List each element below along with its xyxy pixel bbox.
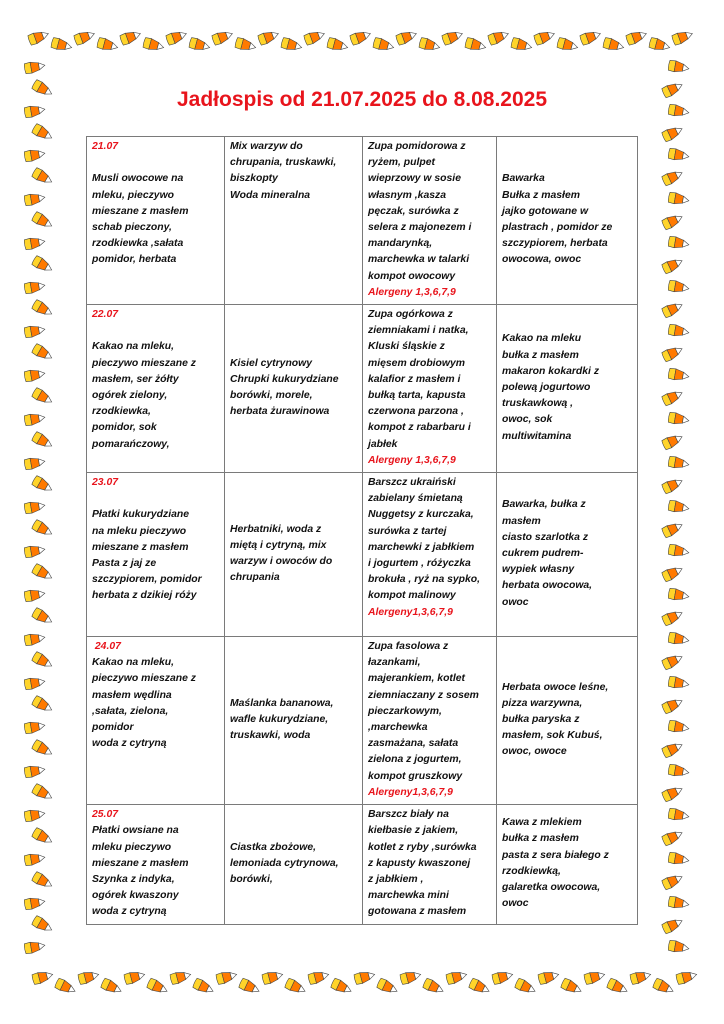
candy-corn-icon [440, 27, 465, 48]
allergens-text: Alergeny1,3,6,7,9 [368, 786, 453, 798]
candy-corn-icon [169, 967, 194, 986]
breakfast-text: Płatki kukurydziane na mleku pieczywo mieszane z masłem Pasta z jaj ze szczypiorem, pomidor herbata z dzikiej róży [92, 509, 202, 602]
candy-corn-icon [307, 967, 332, 986]
dinner-cell [363, 473, 497, 637]
candy-corn-icon [667, 762, 691, 780]
page-title: Jadłospis od 21.07.2025 do 8.08.2025 [176, 88, 548, 111]
candy-corn-icon [667, 894, 691, 912]
candy-corn-icon [660, 870, 686, 892]
candy-corn-icon [23, 410, 47, 428]
tea-text: Bawarka, bułka z masłem ciasto szarlotka z cukrem pudrem- wypiek własny herbata owocowa, owoc [502, 499, 593, 608]
candy-corn-icon [23, 498, 47, 516]
breakfast-cell [87, 137, 225, 305]
candy-corn-icon [667, 806, 691, 824]
allergens-text: Alergeny 1,3,6,7,9 [368, 454, 456, 466]
candy-corn-icon [660, 122, 686, 144]
candy-corn-icon [675, 967, 700, 986]
breakfast-text: Płatki owsiane na mleku pieczywo mieszane z masłem Szynka z indyka, ogórek kwaszony woda z cytryną [92, 825, 189, 918]
candy-corn-icon [30, 121, 56, 144]
candy-corn-icon [23, 806, 47, 824]
candy-corn-icon [491, 967, 516, 986]
candy-corn-icon [445, 967, 470, 986]
candy-corn-icon [23, 190, 47, 208]
candy-corn-icon [602, 35, 627, 54]
dinner-cell [363, 305, 497, 473]
candy-corn-icon [237, 976, 263, 998]
candy-corn-icon [261, 967, 286, 986]
candy-corn-icon [23, 586, 47, 604]
tea-text: Kakao na mleku bułka z masłem makaron kokardki z polewą jogurtowo truskawkową , owoc, sok multiwitamina [502, 333, 600, 442]
candy-corn-icon [145, 976, 171, 998]
candy-corn-icon [667, 586, 691, 604]
candy-corn-icon [348, 27, 373, 48]
snack-cell [225, 637, 363, 805]
candy-corn-icon [30, 253, 56, 276]
candy-corn-icon [467, 976, 493, 998]
candy-corn-icon [399, 967, 424, 986]
candy-corn-icon [280, 35, 305, 54]
candy-corn-icon [302, 27, 327, 48]
candy-corn-icon [30, 517, 56, 540]
candy-corn-icon [164, 27, 189, 48]
candy-corn-icon [30, 913, 56, 936]
candy-corn-icon [96, 35, 121, 54]
candy-corn-icon [667, 674, 691, 692]
breakfast-text: Kakao na mleku, pieczywo mieszane z masłem wędlina ,sałata, zielona, pomidor woda z cytryną [92, 657, 196, 750]
candy-corn-icon [326, 35, 351, 54]
candy-corn-icon [188, 35, 213, 54]
candy-corn-icon [667, 630, 691, 648]
candy-corn-icon [53, 976, 79, 998]
candy-corn-icon [372, 35, 397, 54]
candy-corn-icon [329, 976, 355, 998]
candy-corn-icon [99, 976, 125, 998]
candy-corn-icon [605, 976, 631, 998]
candy-corn-icon [72, 27, 97, 48]
candy-corn-icon [123, 967, 148, 986]
candy-corn-icon [660, 210, 686, 232]
candy-corn-icon [30, 737, 56, 760]
candy-corn-icon [210, 27, 235, 48]
snack-cell [225, 473, 363, 637]
candy-corn-icon [26, 27, 51, 48]
candy-corn-icon [667, 454, 691, 472]
day-date: 22.07 [92, 309, 119, 321]
candy-corn-icon [667, 190, 691, 208]
candy-corn-icon [283, 976, 309, 998]
dinner-text: Barszcz biały na kiełbasie z jakiem, kotlet z ryby ,surówka z kapusty kwaszonej z jabłkiem , marchewka mini gotowana z masłem [368, 809, 477, 918]
candy-corn-icon [50, 35, 75, 54]
candy-corn-icon [23, 234, 47, 252]
snack-text: Ciastka zbożowe, lemoniada cytrynowa, borówki, [230, 841, 339, 885]
candy-corn-icon [418, 35, 443, 54]
snack-text: Herbatniki, woda z miętą i cytryną, mix warzyw i owoców do chrupania [230, 523, 333, 584]
candy-corn-icon [660, 650, 686, 672]
candy-corn-icon [77, 967, 102, 986]
candy-corn-icon [667, 58, 691, 76]
breakfast-cell [87, 305, 225, 473]
candy-corn-icon [670, 27, 695, 48]
breakfast-cell [87, 637, 225, 805]
table-row [87, 305, 638, 473]
candy-corn-icon [30, 429, 56, 452]
allergens-text: Alergeny 1,3,6,7,9 [368, 286, 456, 298]
candy-corn-icon [660, 474, 686, 496]
candy-corn-icon [578, 27, 603, 48]
candy-corn-icon [667, 410, 691, 428]
breakfast-cell [87, 805, 225, 924]
candy-corn-icon [556, 35, 581, 54]
day-date: 21.07 [92, 141, 119, 152]
allergens-text: Alergeny1,3,6,7,9 [368, 606, 453, 618]
candy-corn-icon [583, 967, 608, 986]
candy-corn-icon [667, 234, 691, 252]
table-row [87, 805, 638, 924]
candy-corn-icon [353, 967, 378, 986]
candy-corn-icon [660, 430, 686, 452]
candy-corn-icon [30, 693, 56, 716]
candy-corn-icon [629, 967, 654, 986]
candy-corn-icon [30, 649, 56, 672]
candy-corn-icon [23, 542, 47, 560]
breakfast-text: Musli owocowe na mleku, pieczywo mieszane z masłem schab pieczony, rzodkiewka ,sałata pomidor, herbata [92, 173, 189, 266]
candy-corn-icon [31, 967, 56, 986]
candy-corn-icon [667, 322, 691, 340]
candy-corn-icon [648, 35, 673, 54]
tea-text: Herbata owoce leśne, pizza warzywna, bułka paryska z masłem, sok Kubuś, owoc, owoce [502, 681, 609, 758]
candy-corn-icon [30, 825, 56, 848]
snack-cell [225, 305, 363, 473]
candy-corn-icon [23, 762, 47, 780]
candy-corn-icon [559, 976, 585, 998]
candy-corn-icon [375, 976, 401, 998]
candy-corn-icon [421, 976, 447, 998]
candy-corn-icon [660, 782, 686, 804]
candy-corn-icon [660, 386, 686, 408]
candy-corn-icon [215, 967, 240, 986]
snack-text: Kisiel cytrynowy Chrupki kukurydziane borówki, morele, herbata żurawinowa [230, 357, 339, 418]
tea-cell [497, 473, 638, 637]
candy-corn-icon [660, 606, 686, 628]
candy-corn-icon [513, 976, 539, 998]
candy-corn-icon [660, 738, 686, 760]
tea-cell [497, 137, 638, 305]
dinner-text: Zupa ogórkowa z ziemniakami i natka, Kluski śląskie z mięsem drobiowym kalafior z masłem i bułką tarta, kapusta czerwona parzona , kompot z rabarbaru i jabłek [368, 309, 471, 450]
candy-corn-icon [30, 385, 56, 408]
candy-corn-icon [464, 35, 489, 54]
candy-corn-icon [23, 630, 47, 648]
candy-corn-icon [667, 146, 691, 164]
candy-corn-icon [660, 914, 686, 936]
candy-corn-icon [624, 27, 649, 48]
candy-corn-icon [23, 278, 47, 296]
snack-cell [225, 137, 363, 305]
candy-corn-icon [667, 850, 691, 868]
tea-text: Bawarka Bułka z masłem jajko gotowane w plastrach , pomidor ze szczypiorem, herbata owocowa, owoc [502, 173, 613, 266]
candy-corn-icon [660, 518, 686, 540]
candy-corn-icon [667, 498, 691, 516]
candy-corn-icon [23, 146, 47, 164]
candy-corn-icon [667, 938, 691, 956]
dinner-text: Zupa fasolowa z łazankami, majerankiem, kotlet ziemniaczany z sosem pieczarkowym, ,marchewka zasmażana, sałata zielona z jogurtem, kompot gruszkowy [368, 641, 479, 782]
candy-corn-icon [23, 718, 47, 736]
candy-corn-icon [30, 869, 56, 892]
candy-corn-icon [667, 542, 691, 560]
day-date: 24.07 [94, 641, 121, 653]
candy-corn-icon [234, 35, 259, 54]
dinner-cell [363, 805, 497, 924]
dinner-cell [363, 637, 497, 805]
menu-table [86, 136, 638, 925]
candy-corn-icon [660, 562, 686, 584]
day-date: 25.07 [92, 809, 119, 821]
dinner-text: Barszcz ukraiński zabielany śmietaną Nuggetsy z kurczaka, surówka z tartej marchewki z jabłkiem i jogurtem , różyczka brokuła , ryż na sypko, kompot malinowy [368, 477, 481, 602]
candy-corn-icon [118, 27, 143, 48]
candy-corn-icon [23, 894, 47, 912]
table-row [87, 637, 638, 805]
candy-corn-icon [660, 166, 686, 188]
candy-corn-icon [256, 27, 281, 48]
candy-corn-icon [532, 27, 557, 48]
candy-corn-icon [142, 35, 167, 54]
tea-cell [497, 637, 638, 805]
candy-corn-icon [23, 58, 47, 76]
candy-corn-icon [23, 850, 47, 868]
candy-corn-icon [667, 366, 691, 384]
candy-corn-icon [23, 322, 47, 340]
snack-text: Maślanka bananowa, wafle kukurydziane, truskawki, woda [230, 697, 334, 742]
dinner-text: Zupa pomidorowa z ryżem, pulpet wieprzowy w sosie własnym ,kasza pęczak, surówka z selera z majonezem i mandarynką, marchewka w talarki kompot owocowy [368, 141, 472, 282]
candy-corn-icon [667, 278, 691, 296]
day-date: 23.07 [92, 477, 119, 489]
candy-corn-icon [660, 254, 686, 276]
dinner-cell [363, 137, 497, 305]
candy-corn-icon [30, 473, 56, 496]
candy-corn-icon [30, 781, 56, 804]
snack-cell [225, 805, 363, 924]
tea-text: Kawa z mlekiem bułka z masłem pasta z sera białego z rzodkiewką, galaretka owocowa, owoc [502, 817, 609, 910]
candy-corn-icon [537, 967, 562, 986]
candy-corn-icon [660, 826, 686, 848]
candy-corn-icon [23, 454, 47, 472]
tea-cell [497, 305, 638, 473]
candy-corn-icon [23, 674, 47, 692]
candy-corn-icon [30, 165, 56, 188]
candy-corn-icon [394, 27, 419, 48]
candy-corn-icon [191, 976, 217, 998]
table-row [87, 473, 638, 637]
candy-corn-icon [30, 341, 56, 364]
candy-corn-icon [651, 976, 677, 998]
tea-cell [497, 805, 638, 924]
candy-corn-icon [660, 694, 686, 716]
snack-text: Mix warzyw do chrupania, truskawki, biszkopty Woda mineralna [230, 141, 337, 201]
breakfast-cell [87, 473, 225, 637]
candy-corn-icon [30, 209, 56, 232]
candy-corn-icon [23, 366, 47, 384]
table-row [87, 137, 638, 305]
candy-corn-icon [660, 298, 686, 320]
candy-corn-icon [30, 605, 56, 628]
candy-corn-icon [667, 718, 691, 736]
candy-corn-icon [486, 27, 511, 48]
candy-corn-icon [30, 561, 56, 584]
candy-corn-icon [660, 342, 686, 364]
candy-corn-icon [23, 938, 47, 956]
breakfast-text: Kakao na mleku, pieczywo mieszane z masłem, ser żółty ogórek zielony, rzodkiewka, pomidor, sok pomarańczowy, [92, 341, 196, 450]
candy-corn-icon [510, 35, 535, 54]
candy-corn-icon [30, 297, 56, 320]
